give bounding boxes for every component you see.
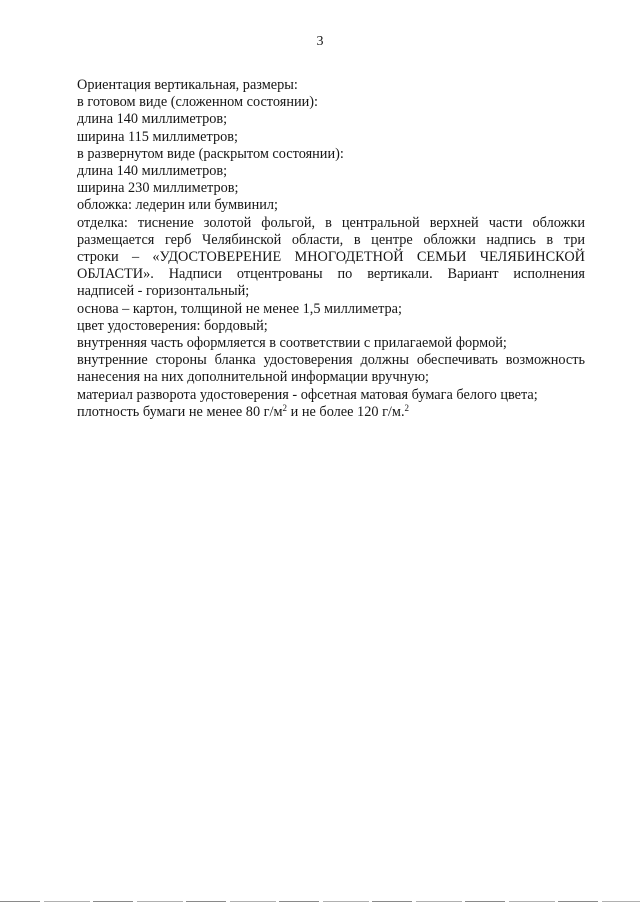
text-line: цвет удостоверения: бордовый; [77, 317, 268, 334]
text-line: нанесения на них дополнительной информации вручную; [77, 369, 429, 386]
text-line: ширина 230 миллиметров; [77, 180, 239, 197]
text-line: строки – «УДОСТОВЕРЕНИЕ МНОГОДЕТНОЙ СЕМЬИ ЧЕЛЯБИНСКОЙ [77, 249, 585, 266]
text-line: материал разворота удостоверения - офсетная матовая бумага белого цвета; [77, 386, 538, 403]
superscript: 2 [404, 402, 410, 413]
text-line: внутренние стороны бланка удостоверения должны обеспечивать возможность [77, 352, 585, 369]
text-line: ОБЛАСТИ». Надписи отцентрованы по вертикали. Вариант исполнения [77, 266, 585, 283]
text-line: длина 140 миллиметров; [77, 163, 228, 180]
text-line: в готовом виде (сложенном состоянии): [77, 94, 319, 111]
page-number: 3 [316, 34, 324, 49]
text-fragment: плотность бумаги не менее 80 г/м [77, 403, 283, 420]
text-line: длина 140 миллиметров; [77, 111, 228, 128]
text-line-density [77, 404, 585, 421]
text-line: в развернутом виде (раскрытом состоянии): [77, 145, 344, 162]
text-line: внутренняя часть оформляется в соответствии с прилагаемой формой; [77, 335, 507, 352]
text-line: основа – картон, толщиной не менее 1,5 миллиметра; [77, 300, 402, 317]
text-line: ширина 115 миллиметров; [77, 128, 238, 145]
text-line: надписей - горизонтальный; [77, 283, 250, 300]
text-fragment: и не более 120 г/м. [287, 403, 405, 420]
text-line: размещается герб Челябинской области, в центре обложки надпись в три [77, 231, 585, 248]
document-body [77, 77, 585, 421]
superscript: 2 [282, 402, 288, 413]
scan-bottom-edge [0, 901, 640, 902]
text-line: отделка: тиснение золотой фольгой, в центральной верхней части обложки [77, 214, 585, 231]
text-line: обложка: ледерин или бумвинил; [77, 197, 278, 214]
text-line: Ориентация вертикальная, размеры: [77, 77, 298, 93]
